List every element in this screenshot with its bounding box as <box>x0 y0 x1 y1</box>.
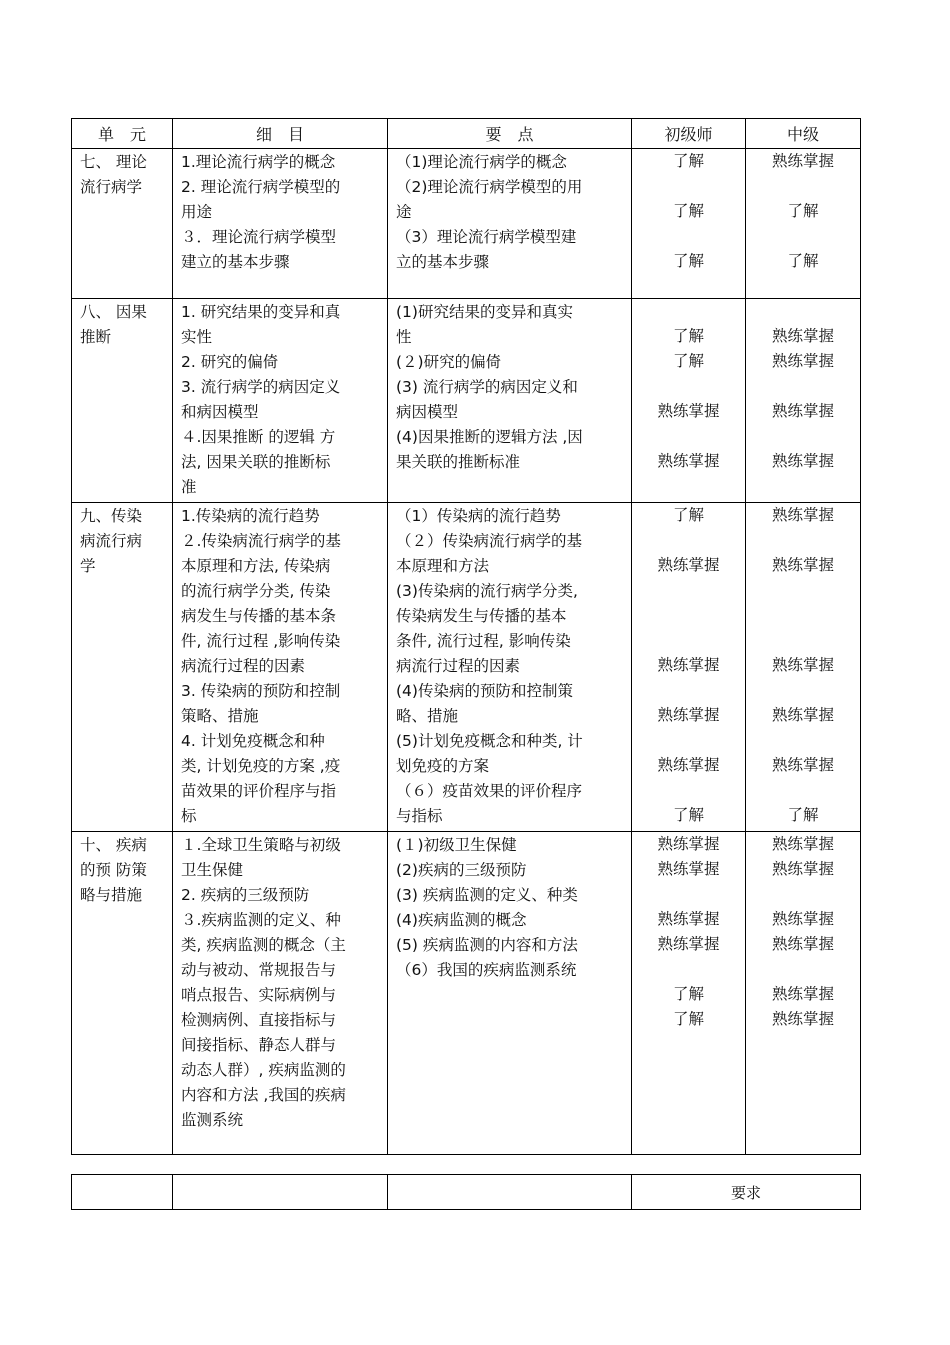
table-row <box>72 149 861 299</box>
point-cell-line: 性 <box>396 328 412 346</box>
header-detail: 细 目 <box>173 119 388 149</box>
point-cell-line: (3) 流行病学的病因定义和 <box>396 378 578 396</box>
detail-cell-line: 用途 <box>181 203 213 221</box>
point-cell-line: 与指标 <box>396 807 443 825</box>
detail-cell <box>173 149 388 299</box>
middle-level-cell-line <box>746 957 860 982</box>
junior-level-cell <box>632 832 746 1155</box>
detail-cell-line: 法, 因果关联的推断标 <box>181 453 331 471</box>
middle-level-cell-line <box>746 728 860 753</box>
table-row <box>72 299 861 503</box>
junior-level-cell-line: 熟练掌握 <box>657 860 720 878</box>
point-cell-line: 条件, 流行过程, 影响传染 <box>396 632 571 650</box>
point-cell-line: 本原理和方法 <box>396 557 490 575</box>
unit-cell <box>72 832 173 1155</box>
junior-level-cell-line <box>632 374 745 399</box>
junior-level-cell-line: 了解 <box>672 506 704 524</box>
middle-level-cell-line: 熟练掌握 <box>771 910 834 928</box>
unit-cell <box>72 149 173 299</box>
point-cell-line: (4)因果推断的逻辑方法 ,因 <box>396 428 583 446</box>
unit-cell-line: 流行病学 <box>80 178 143 196</box>
point-cell <box>388 503 632 832</box>
middle-level-cell-line <box>746 778 860 803</box>
middle-level-cell-line: 了解 <box>787 806 819 824</box>
unit-cell-line: 学 <box>80 557 96 575</box>
detail-cell-line: 建立的基本步骤 <box>181 253 290 271</box>
point-cell-line: （6）我国的疾病监测系统 <box>396 961 577 979</box>
middle-level-cell-line: 熟练掌握 <box>771 835 834 853</box>
detail-cell-line: ３.疾病监测的定义、种 <box>181 911 341 929</box>
detail-cell-line: 4. 计划免疫概念和种 <box>181 732 325 750</box>
detail-cell-line: 件, 流行过程 ,影响传染 <box>181 632 341 650</box>
detail-cell-line: 2. 研究的偏倚 <box>181 353 279 371</box>
table-header-row <box>72 119 861 149</box>
point-cell <box>388 149 632 299</box>
middle-level-cell-line: 熟练掌握 <box>771 556 834 574</box>
unit-cell-line: 的预 防策 <box>80 861 147 879</box>
middle-level-cell-line: 熟练掌握 <box>771 860 834 878</box>
point-cell <box>388 832 632 1155</box>
detail-cell-line: ３．理论流行病学模型 <box>181 228 337 246</box>
junior-level-cell-line: 熟练掌握 <box>657 756 720 774</box>
point-cell-line: (１)初级卫生保健 <box>396 836 517 854</box>
empty-cell <box>388 1175 632 1210</box>
detail-cell-line: 和病因模型 <box>181 403 259 421</box>
junior-level-cell-line <box>632 882 745 907</box>
junior-level-cell-line <box>632 628 745 653</box>
requirement-label: 要求 <box>632 1175 861 1210</box>
middle-level-cell-line <box>746 882 860 907</box>
middle-level-cell-line: 熟练掌握 <box>771 756 834 774</box>
junior-level-cell-line: 熟练掌握 <box>657 910 720 928</box>
header-junior: 初级师 <box>632 119 746 149</box>
point-cell-line: 略、措施 <box>396 707 459 725</box>
junior-level-cell-line: 熟练掌握 <box>657 935 720 953</box>
point-cell-line: （3）理论流行病学模型建 <box>396 228 577 246</box>
middle-level-cell-line <box>746 628 860 653</box>
junior-level-cell <box>632 149 746 299</box>
middle-level-cell <box>746 832 861 1155</box>
junior-level-cell-line: 了解 <box>672 985 704 1003</box>
unit-cell-line: 略与措施 <box>80 886 143 904</box>
middle-level-cell-line: 熟练掌握 <box>771 152 834 170</box>
point-cell-line: (2)疾病的三级预防 <box>396 861 527 879</box>
junior-level-cell-line <box>632 603 745 628</box>
requirement-table <box>71 1174 861 1210</box>
junior-level-cell-line <box>632 578 745 603</box>
detail-cell-line: 监测系统 <box>181 1111 244 1129</box>
junior-level-cell-line: 熟练掌握 <box>657 656 720 674</box>
middle-level-cell-line: 了解 <box>787 252 819 270</box>
header-point: 要 点 <box>388 119 632 149</box>
unit-cell-line: 病流行病 <box>80 532 143 550</box>
detail-cell-line: 1.理论流行病学的概念 <box>181 153 336 171</box>
point-cell-line: 立的基本步骤 <box>396 253 490 271</box>
detail-cell-line: 卫生保健 <box>181 861 244 879</box>
unit-cell <box>72 503 173 832</box>
point-cell-line: （２）传染病流行病学的基 <box>396 532 583 550</box>
detail-cell-line: 2. 理论流行病学模型的 <box>181 178 341 196</box>
detail-cell-line: 检测病例、直接指标与 <box>181 1011 337 1029</box>
point-cell-line: 传染病发生与传播的基本 <box>396 607 567 625</box>
detail-cell-line: 1.传染病的流行趋势 <box>181 507 320 525</box>
junior-level-cell-line <box>632 957 745 982</box>
detail-cell-line: 病流行过程的因素 <box>181 657 306 675</box>
table-row <box>72 503 861 832</box>
point-cell-line: （1）传染病的流行趋势 <box>396 507 561 525</box>
junior-level-cell-line: 熟练掌握 <box>657 556 720 574</box>
point-cell-line: 病流行过程的因素 <box>396 657 521 675</box>
middle-level-cell-line: 了解 <box>787 202 819 220</box>
point-cell-line: (3) 疾病监测的定义、种类 <box>396 886 578 904</box>
detail-cell-line: 的流行病学分类, 传染 <box>181 582 331 600</box>
junior-level-cell <box>632 503 746 832</box>
junior-level-cell-line <box>632 528 745 553</box>
point-cell-line: 果关联的推断标准 <box>396 453 521 471</box>
middle-level-cell-line: 熟练掌握 <box>771 506 834 524</box>
junior-level-cell-line: 了解 <box>672 202 704 220</box>
middle-level-cell-line: 熟练掌握 <box>771 327 834 345</box>
syllabus-table <box>71 118 861 1155</box>
detail-cell-line: ２.传染病流行病学的基 <box>181 532 341 550</box>
junior-level-cell-line <box>632 224 745 249</box>
middle-level-cell-line <box>746 603 860 628</box>
middle-level-cell-line <box>746 528 860 553</box>
junior-level-cell-line: 熟练掌握 <box>657 452 720 470</box>
point-cell-line: (3)传染病的流行病学分类, <box>396 582 578 600</box>
detail-cell-line: 准 <box>181 478 197 496</box>
middle-level-cell-line <box>746 374 860 399</box>
detail-cell <box>173 832 388 1155</box>
junior-level-cell-line: 熟练掌握 <box>657 706 720 724</box>
detail-cell-line: １.全球卫生策略与初级 <box>181 836 341 854</box>
detail-cell-line: 动态人群）, 疾病监测的 <box>181 1061 346 1079</box>
unit-cell-line: 九、传染 <box>80 507 143 525</box>
junior-level-cell-line <box>632 728 745 753</box>
junior-level-cell-line <box>632 424 745 449</box>
detail-cell-line: 本原理和方法, 传染病 <box>181 557 331 575</box>
middle-level-cell-line: 熟练掌握 <box>771 656 834 674</box>
detail-cell-line: 间接指标、静态人群与 <box>181 1036 337 1054</box>
detail-cell-line: 3. 流行病学的病因定义 <box>181 378 341 396</box>
point-cell <box>388 299 632 503</box>
middle-level-cell-line <box>746 224 860 249</box>
junior-level-cell-line: 熟练掌握 <box>657 835 720 853</box>
point-cell-line: 途 <box>396 203 412 221</box>
detail-cell <box>173 503 388 832</box>
detail-cell-line: 标 <box>181 807 197 825</box>
point-cell-line: (4)传染病的预防和控制策 <box>396 682 573 700</box>
junior-level-cell-line <box>632 299 745 324</box>
unit-cell <box>72 299 173 503</box>
junior-level-cell-line: 了解 <box>672 327 704 345</box>
junior-level-cell-line <box>632 174 745 199</box>
table-row <box>72 832 861 1155</box>
point-cell-line: (２)研究的偏倚 <box>396 353 502 371</box>
middle-level-cell-line <box>746 174 860 199</box>
middle-level-cell-line: 熟练掌握 <box>771 452 834 470</box>
detail-cell-line: 3. 传染病的预防和控制 <box>181 682 341 700</box>
detail-cell-line: 2. 疾病的三级预防 <box>181 886 310 904</box>
middle-level-cell <box>746 149 861 299</box>
unit-cell-line: 十、 疾病 <box>80 836 147 854</box>
middle-level-cell-line: 熟练掌握 <box>771 985 834 1003</box>
detail-cell-line: 病发生与传播的基本条 <box>181 607 337 625</box>
unit-cell-line: 推断 <box>80 328 112 346</box>
detail-cell-line: 类, 计划免疫的方案 ,疫 <box>181 757 341 775</box>
empty-cell <box>173 1175 388 1210</box>
junior-level-cell-line: 了解 <box>672 152 704 170</box>
point-cell-line: (5)计划免疫概念和种类, 计 <box>396 732 583 750</box>
junior-level-cell-line: 了解 <box>672 352 704 370</box>
junior-level-cell-line <box>632 678 745 703</box>
detail-cell <box>173 299 388 503</box>
detail-cell-line: 苗效果的评价程序与指 <box>181 782 337 800</box>
junior-level-cell-line: 了解 <box>672 1010 704 1028</box>
detail-cell-line: 1. 研究结果的变异和真 <box>181 303 341 321</box>
middle-level-cell-line <box>746 678 860 703</box>
header-middle: 中级 <box>746 119 861 149</box>
junior-level-cell-line: 了解 <box>672 806 704 824</box>
point-cell-line: （2)理论流行病学模型的用 <box>396 178 583 196</box>
detail-cell-line: 哨点报告、实际病例与 <box>181 986 337 1004</box>
middle-level-cell-line <box>746 578 860 603</box>
junior-level-cell-line <box>632 778 745 803</box>
point-cell-line: 病因模型 <box>396 403 459 421</box>
middle-level-cell <box>746 299 861 503</box>
middle-level-cell-line: 熟练掌握 <box>771 935 834 953</box>
detail-cell-line: 类, 疾病监测的概念（主 <box>181 936 346 954</box>
middle-level-cell-line <box>746 424 860 449</box>
requirement-row <box>72 1175 861 1210</box>
detail-cell-line: 实性 <box>181 328 213 346</box>
detail-cell-line: 策略、措施 <box>181 707 259 725</box>
point-cell-line: （1)理论流行病学的概念 <box>396 153 567 171</box>
junior-level-cell-line: 熟练掌握 <box>657 402 720 420</box>
middle-level-cell-line: 熟练掌握 <box>771 352 834 370</box>
point-cell-line: (4)疾病监测的概念 <box>396 911 527 929</box>
unit-cell-line: 七、 理论 <box>80 153 147 171</box>
junior-level-cell <box>632 299 746 503</box>
middle-level-cell-line: 熟练掌握 <box>771 402 834 420</box>
detail-cell-line: 内容和方法 ,我国的疾病 <box>181 1086 346 1104</box>
point-cell-line: 划免疫的方案 <box>396 757 490 775</box>
header-unit: 单 元 <box>72 119 173 149</box>
empty-cell <box>72 1175 173 1210</box>
point-cell-line: (1)研究结果的变异和真实 <box>396 303 573 321</box>
junior-level-cell-line: 了解 <box>672 252 704 270</box>
point-cell-line: （６）疫苗效果的评价程序 <box>396 782 583 800</box>
detail-cell-line: ４.因果推断 的逻辑 方 <box>181 428 336 446</box>
unit-cell-line: 八、 因果 <box>80 303 147 321</box>
middle-level-cell-line <box>746 299 860 324</box>
point-cell-line: (5) 疾病监测的内容和方法 <box>396 936 578 954</box>
detail-cell-line: 动与被动、常规报告与 <box>181 961 337 979</box>
middle-level-cell-line: 熟练掌握 <box>771 1010 834 1028</box>
middle-level-cell-line: 熟练掌握 <box>771 706 834 724</box>
middle-level-cell <box>746 503 861 832</box>
